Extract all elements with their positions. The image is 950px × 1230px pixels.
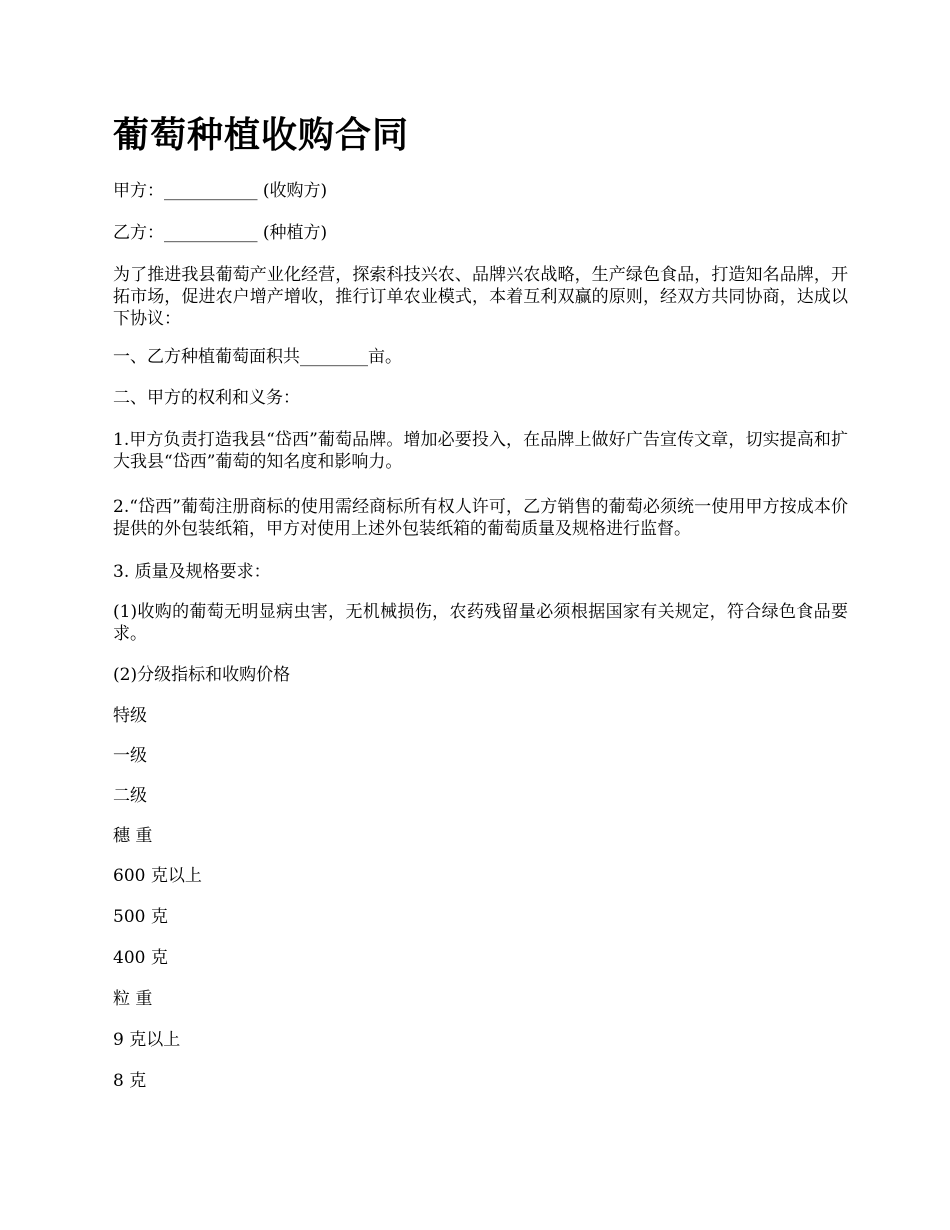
clause-planting-area: 一、乙方种植葡萄面积共________亩。: [113, 347, 402, 367]
intro-paragraph: 为了推进我县葡萄产业化经营，探索科技兴农、品牌兴农战略，生产绿色食品，打造知名品牌，开拓市场，促进农户增产增收，推行订单农业模式，本着互利双赢的原则，经双方共同协商，达成以下协议：: [113, 265, 848, 329]
bunch-weight-label: 穗 重: [113, 826, 153, 846]
item-grading-heading: (2)分级指标和收购价格: [113, 665, 291, 685]
item-trademark: 2.“岱西”葡萄注册商标的使用需经商标所有权人许可，乙方销售的葡萄必须统一使用甲方按成本价提供的外包装纸箱，甲方对使用上述外包装纸箱的葡萄质量及规格进行监督。: [113, 497, 848, 539]
item-quality-heading: 3. 质量及规格要求：: [113, 562, 271, 582]
grade-special: 特级: [113, 706, 147, 726]
grade-second: 二级: [113, 786, 147, 806]
document-title: 葡萄种植收购合同: [113, 115, 410, 156]
berry-weight-label: 粒 重: [113, 989, 153, 1009]
item-quality-requirement: (1)收购的葡萄无明显病虫害，无机械损伤，农药残留量必须根据国家有关规定，符合绿色食品要求。: [113, 602, 848, 644]
bunch-weight-special: 600 克以上: [113, 866, 202, 886]
party-a-line: 甲方：___________ (收购方): [113, 181, 328, 201]
grade-first: 一级: [113, 746, 147, 766]
bunch-weight-second: 400 克: [113, 948, 168, 968]
item-brand: 1.甲方负责打造我县“岱西”葡萄品牌。增加必要投入，在品牌上做好广告宣传文章，切实提高和扩大我县“岱西”葡萄的知名度和影响力。: [113, 430, 848, 472]
bunch-weight-first: 500 克: [113, 907, 168, 927]
berry-weight-special: 9 克以上: [113, 1030, 181, 1050]
party-b-line: 乙方：___________ (种植方): [113, 223, 328, 243]
clause-rights-heading: 二、甲方的权利和义务：: [113, 388, 300, 408]
berry-weight-first: 8 克: [113, 1071, 147, 1091]
